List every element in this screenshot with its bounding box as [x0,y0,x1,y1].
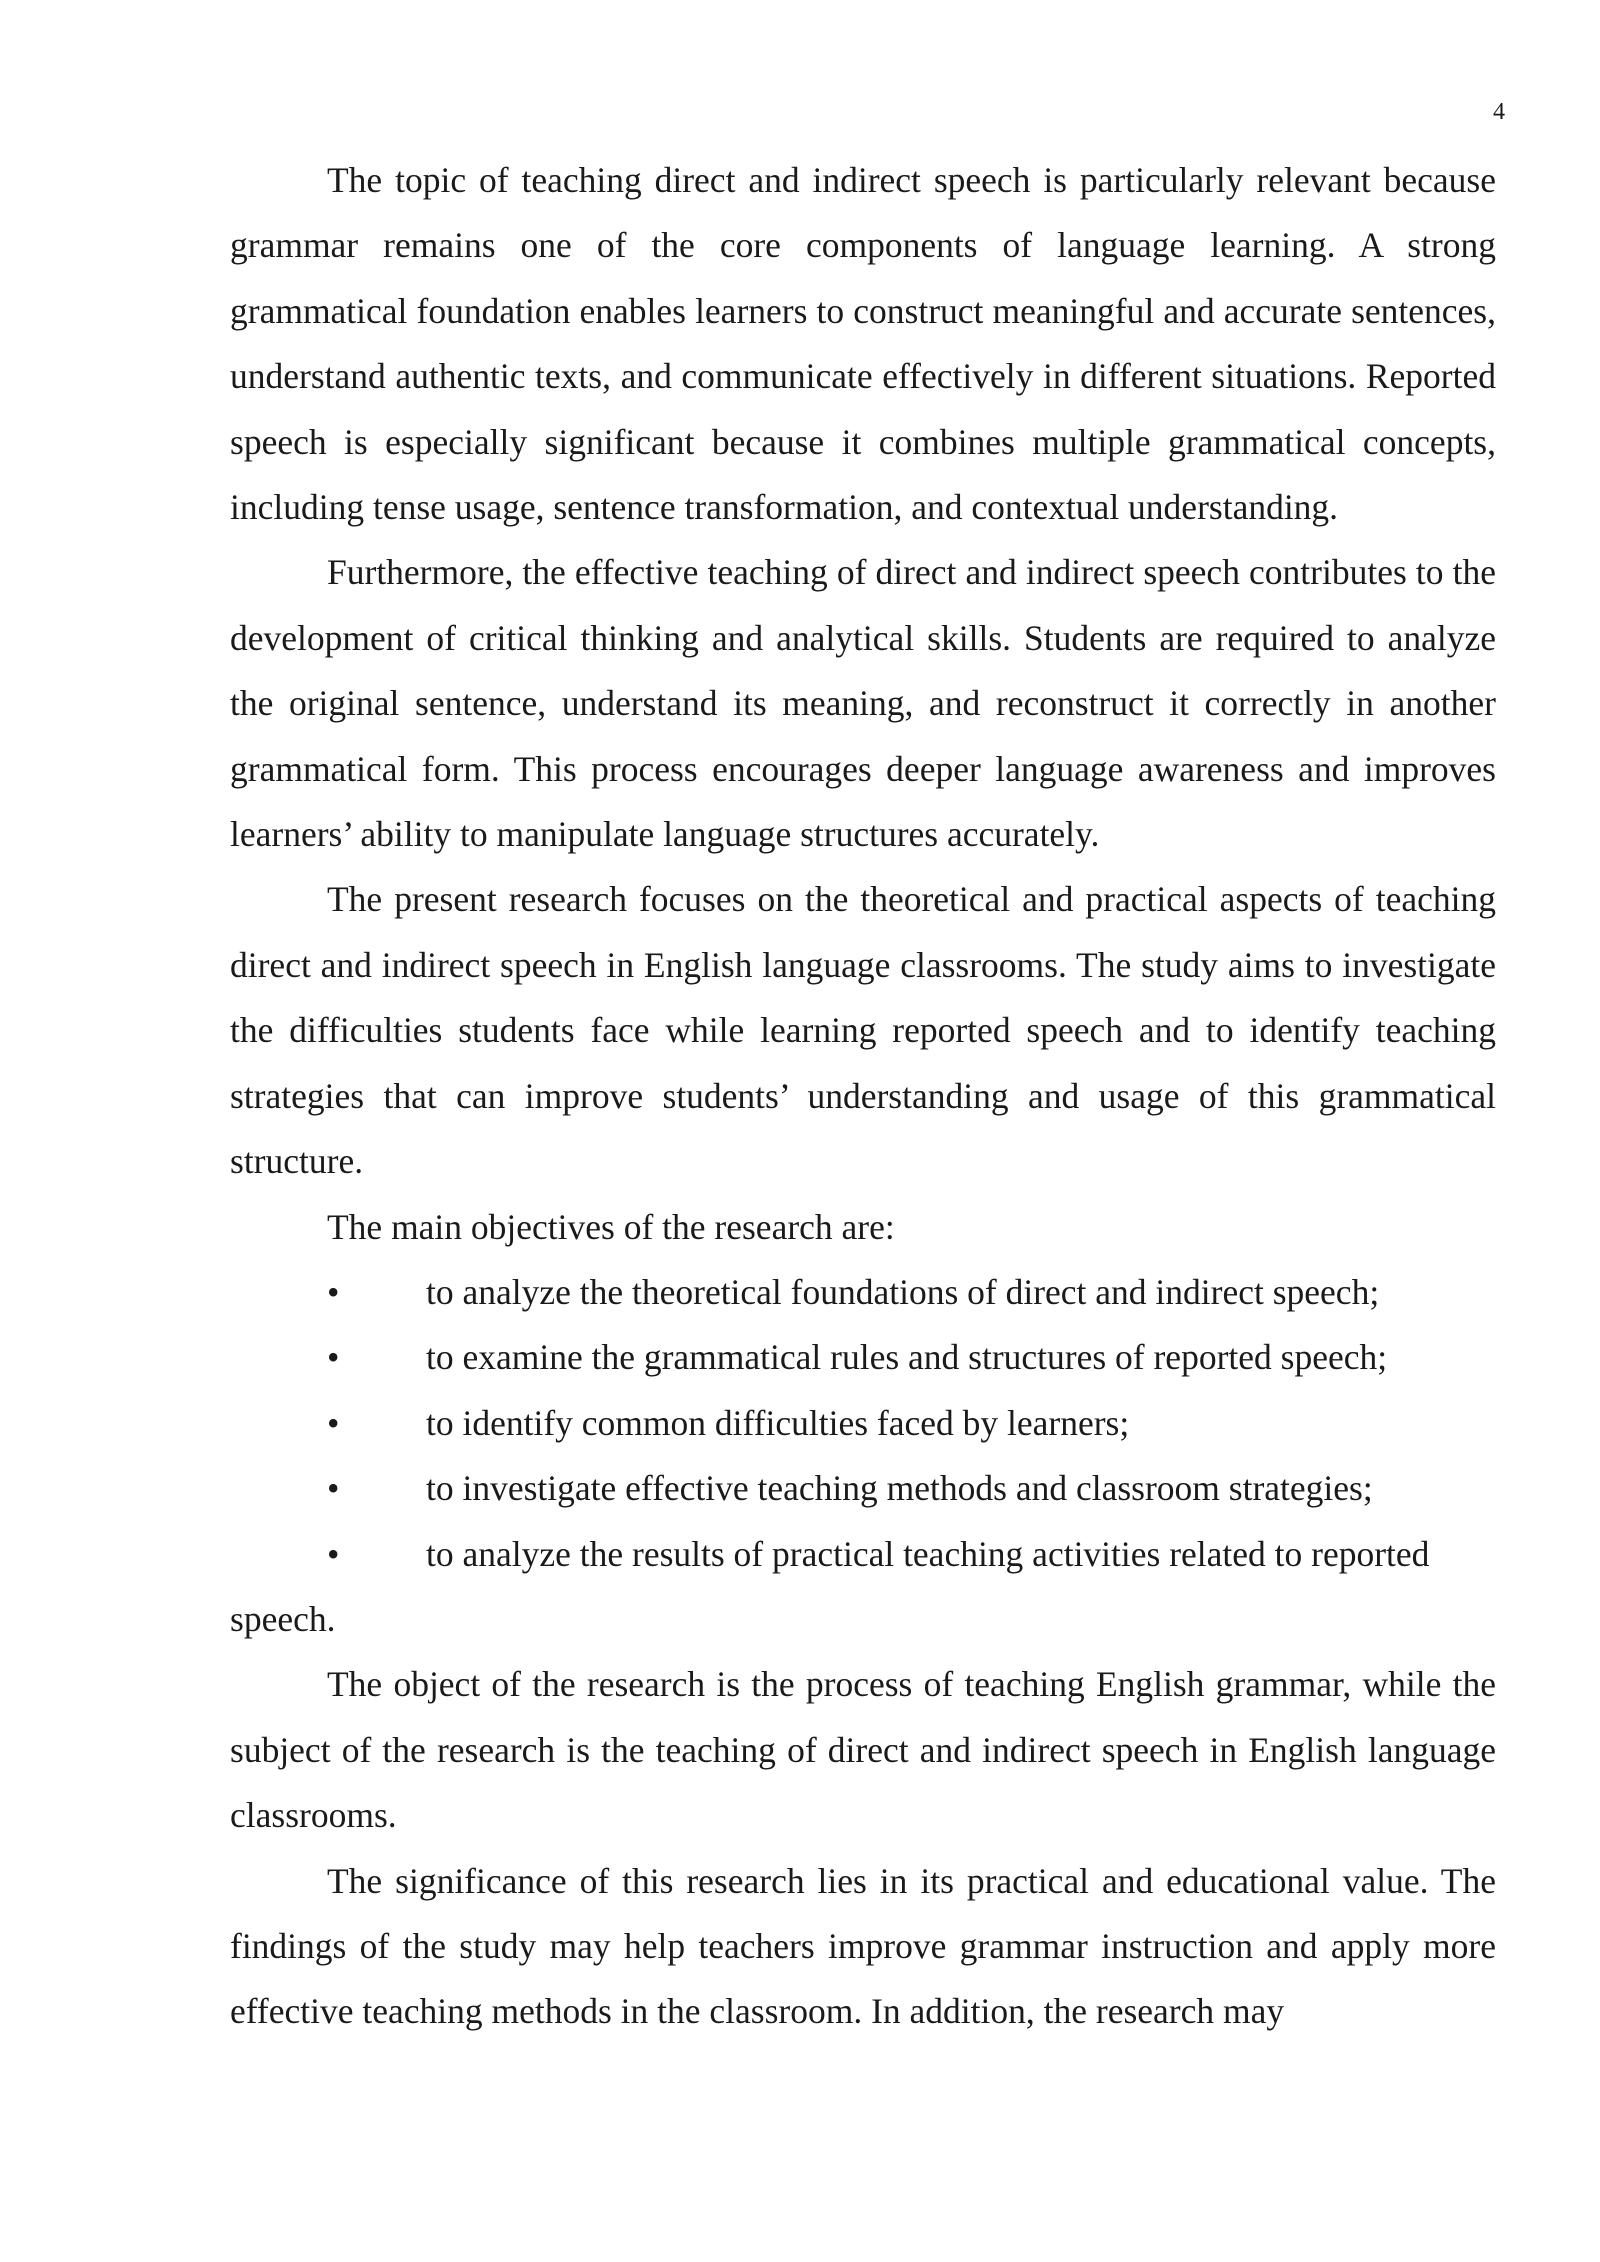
list-item [230,1456,1496,1521]
bullet-icon: • [327,1402,340,1443]
objectives-list [230,1260,1496,1587]
list-item-text: to analyze the theoretical foundations of direct and indirect speech; [426,1271,1380,1312]
paragraph-objectives-intro: The main objectives of the research are: [327,1206,895,1247]
bullet-icon: • [327,1271,340,1312]
list-item [230,1391,1496,1456]
paragraph-relevance: The topic of teaching direct and indirect speech is particularly relevant because grammar remains one of the core components of language learning. A strong grammatical foundation enables learners to construct meaningful and accurate sentences, understand authentic texts, and communicate effectively in different situations. Reported speech is especially significant because it combines multiple grammatical concepts, including tense usage, sentence transformation, and contextual understanding. [230,160,1496,528]
paragraph-research-focus: The present research focuses on the theoretical and practical aspects of teaching direct and indirect speech in English language classrooms. The study aims to investigate the difficulties students face while learning reported speech and to identify teaching strategies that can improve students’ understanding and usage of this grammatical structure. [230,879,1496,1182]
list-item-text: to identify common difficulties faced by learners; [426,1402,1130,1443]
list-item-text: to examine the grammatical rules and structures of reported speech; [426,1337,1388,1378]
list-item [230,1260,1496,1325]
list-item [230,1325,1496,1390]
list-item [230,1522,1496,1587]
bullet-icon: • [327,1468,340,1509]
list-item-text: to investigate effective teaching methods and classroom strategies; [426,1468,1373,1509]
paragraph-critical-thinking: Furthermore, the effective teaching of direct and indirect speech contributes to the development of critical thinking and analytical skills. Students are required to analyze the original sentence, understand its meaning, and reconstruct it correctly in another grammatical form. This process encourages deeper language awareness and improves learners’ ability to manipulate language structures accurately. [230,552,1496,855]
bullet-icon: • [327,1533,340,1574]
paragraph-significance: The significance of this research lies in its practical and educational value. The findings of the study may help teachers improve grammar instruction and apply more effective teaching methods in the classroom. In addition, the research may [230,1860,1496,2032]
document-body [230,148,1496,2045]
list-continuation: speech. [230,1598,336,1639]
bullet-icon: • [327,1337,340,1378]
paragraph-object-subject: The object of the research is the process of teaching English grammar, while the subject of the research is the teaching of direct and indirect speech in English language classrooms. [230,1664,1496,1836]
list-item-text: to analyze the results of practical teaching activities related to reported [426,1533,1430,1574]
page-number: 4 [1493,99,1505,125]
